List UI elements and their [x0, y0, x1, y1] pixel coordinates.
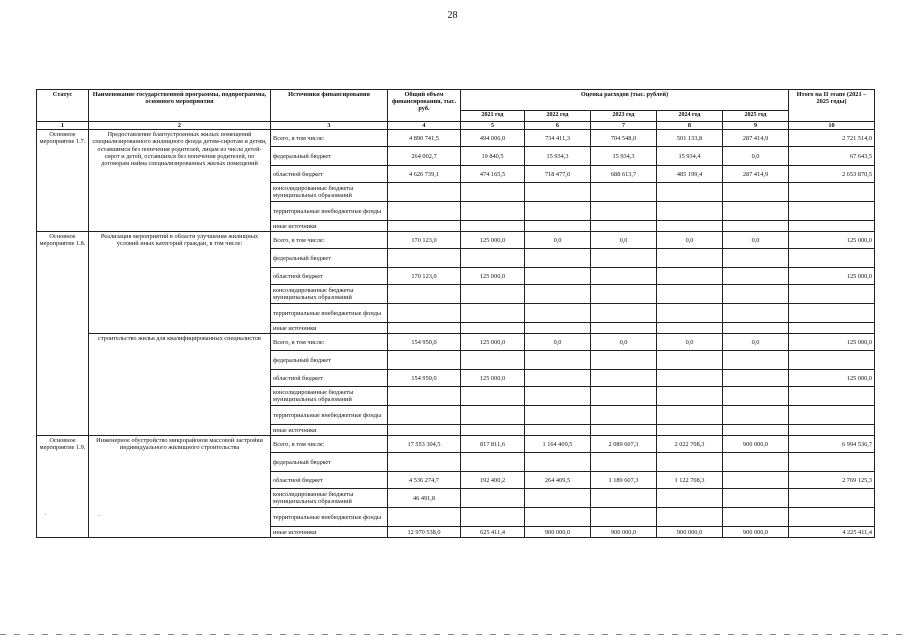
stage-total-cell: 125 000,0: [789, 232, 875, 249]
funding-source-cell: федеральный бюджет: [271, 453, 388, 472]
year-value-cell: 501 133,8: [657, 130, 723, 147]
header-year: 2025 год: [723, 111, 789, 122]
funding-source-cell: областной бюджет: [271, 370, 388, 387]
year-value-cell: [591, 323, 657, 334]
year-value-cell: [657, 268, 723, 285]
stage-total-cell: 67 643,5: [789, 147, 875, 166]
header-year: 2023 год: [591, 111, 657, 122]
year-value-cell: [591, 221, 657, 232]
year-value-cell: [657, 489, 723, 508]
year-value-cell: 900 000,0: [591, 527, 657, 538]
year-value-cell: 734 411,3: [525, 130, 591, 147]
year-value-cell: 0,0: [657, 232, 723, 249]
year-value-cell: 125 000,0: [461, 370, 525, 387]
year-value-cell: [525, 508, 591, 527]
year-value-cell: [525, 453, 591, 472]
column-number: 10: [789, 122, 875, 130]
year-value-cell: [591, 425, 657, 436]
year-value-cell: 2 089 607,3: [591, 436, 657, 453]
stage-total-cell: [789, 406, 875, 425]
year-value-cell: 1 189 607,3: [591, 472, 657, 489]
year-value-cell: [723, 472, 789, 489]
year-value-cell: [461, 406, 525, 425]
stage-total-cell: 125 000,0: [789, 370, 875, 387]
header-row: [37, 90, 875, 111]
stage-total-cell: 4 225 411,4: [789, 527, 875, 538]
header-cost-estimate: Оценка расходов (тыс. рублей): [461, 90, 789, 111]
year-value-cell: [461, 249, 525, 268]
year-value-cell: [723, 508, 789, 527]
year-value-cell: 0,0: [657, 334, 723, 351]
year-value-cell: [591, 453, 657, 472]
column-number: 9: [723, 122, 789, 130]
funding-source-cell: областной бюджет: [271, 268, 388, 285]
year-value-cell: [525, 183, 591, 202]
total-volume-cell: 170 123,0: [388, 232, 461, 249]
year-value-cell: [723, 304, 789, 323]
year-value-cell: [657, 221, 723, 232]
year-value-cell: 287 414,9: [723, 130, 789, 147]
header-status: Статус: [37, 90, 89, 122]
year-value-cell: [461, 285, 525, 304]
year-value-cell: 0,0: [591, 232, 657, 249]
total-volume-cell: [388, 202, 461, 221]
year-value-cell: 0,0: [723, 232, 789, 249]
stage-total-cell: [789, 221, 875, 232]
scan-mark: ·: [44, 511, 47, 519]
header-sources: Источники финансирования: [271, 90, 388, 122]
total-volume-cell: 154 950,0: [388, 334, 461, 351]
total-volume-cell: 170 123,0: [388, 268, 461, 285]
year-value-cell: [657, 285, 723, 304]
year-value-cell: [525, 370, 591, 387]
funding-source-cell: иные источники: [271, 323, 388, 334]
year-value-cell: [657, 370, 723, 387]
funding-source-cell: консолидированные бюджеты муниципальных образований: [271, 387, 388, 406]
scan-edge-rule: [0, 634, 905, 635]
funding-source-cell: иные источники: [271, 527, 388, 538]
column-number: 5: [461, 122, 525, 130]
year-value-cell: [591, 387, 657, 406]
year-value-cell: 0,0: [525, 232, 591, 249]
year-value-cell: [525, 351, 591, 370]
year-value-cell: [525, 268, 591, 285]
funding-source-cell: областной бюджет: [271, 166, 388, 183]
year-value-cell: 125 000,0: [461, 268, 525, 285]
year-value-cell: [723, 351, 789, 370]
year-value-cell: [461, 508, 525, 527]
year-value-cell: [591, 249, 657, 268]
stage-total-cell: [789, 183, 875, 202]
year-value-cell: [525, 249, 591, 268]
year-value-cell: [525, 285, 591, 304]
funding-source-cell: федеральный бюджет: [271, 249, 388, 268]
year-value-cell: [461, 425, 525, 436]
year-value-cell: 15 934,3: [591, 147, 657, 166]
year-value-cell: [657, 249, 723, 268]
year-value-cell: [525, 304, 591, 323]
year-value-cell: [723, 425, 789, 436]
year-value-cell: [723, 268, 789, 285]
column-number: 2: [89, 122, 271, 130]
column-number: 3: [271, 122, 388, 130]
year-value-cell: [723, 453, 789, 472]
year-value-cell: 900 000,0: [723, 527, 789, 538]
year-value-cell: [591, 304, 657, 323]
year-value-cell: [591, 183, 657, 202]
year-value-cell: [525, 202, 591, 221]
total-volume-cell: [388, 453, 461, 472]
funding-source-cell: консолидированные бюджеты муниципальных образований: [271, 183, 388, 202]
column-number: 4: [388, 122, 461, 130]
total-volume-cell: [388, 304, 461, 323]
status-cell: Основное мероприятие 1.9.: [37, 436, 89, 538]
column-number: 8: [657, 122, 723, 130]
funding-source-cell: Всего, в том числе:: [271, 334, 388, 351]
stage-total-cell: [789, 387, 875, 406]
year-value-cell: [723, 202, 789, 221]
total-volume-cell: 4 626 739,1: [388, 166, 461, 183]
total-volume-cell: [388, 406, 461, 425]
year-value-cell: 125 000,0: [461, 232, 525, 249]
year-value-cell: 718 477,0: [525, 166, 591, 183]
year-value-cell: 625 411,4: [461, 527, 525, 538]
year-value-cell: [525, 425, 591, 436]
year-value-cell: [525, 489, 591, 508]
year-value-cell: [591, 202, 657, 221]
year-value-cell: 264 409,5: [525, 472, 591, 489]
year-value-cell: [723, 183, 789, 202]
table-row: [37, 232, 875, 249]
stage-total-cell: [789, 323, 875, 334]
table-row: [37, 334, 875, 351]
header-year: 2021 год: [461, 111, 525, 122]
total-volume-cell: [388, 323, 461, 334]
financing-table: [36, 89, 875, 538]
year-value-cell: [657, 453, 723, 472]
year-value-cell: [657, 202, 723, 221]
total-volume-cell: [388, 425, 461, 436]
funding-source-cell: областной бюджет: [271, 472, 388, 489]
funding-source-cell: Всего, в том числе:: [271, 436, 388, 453]
total-volume-cell: 17 553 304,5: [388, 436, 461, 453]
year-value-cell: [657, 351, 723, 370]
total-volume-cell: 264 002,7: [388, 147, 461, 166]
year-value-cell: 485 199,4: [657, 166, 723, 183]
table-row: [37, 436, 875, 453]
stage-total-cell: [789, 285, 875, 304]
year-value-cell: [525, 406, 591, 425]
year-value-cell: 0,0: [525, 334, 591, 351]
stage-total-cell: 2 769 125,3: [789, 472, 875, 489]
total-volume-cell: [388, 351, 461, 370]
year-value-cell: [723, 323, 789, 334]
column-number: 1: [37, 122, 89, 130]
year-value-cell: [657, 425, 723, 436]
year-value-cell: 474 165,5: [461, 166, 525, 183]
year-value-cell: 0,0: [723, 334, 789, 351]
column-numbers-row: [37, 122, 875, 130]
stage-total-cell: 6 994 536,7: [789, 436, 875, 453]
table-row: [37, 130, 875, 147]
header-program-name: Наименование государственной программы, подпрограммы, основного мероприятия: [89, 90, 271, 122]
total-volume-cell: 46 491,8: [388, 489, 461, 508]
funding-source-cell: территориальные внебюджетные фонды: [271, 508, 388, 527]
total-volume-cell: 12 970 538,0: [388, 527, 461, 538]
funding-source-cell: консолидированные бюджеты муниципальных образований: [271, 285, 388, 304]
year-value-cell: [723, 221, 789, 232]
year-value-cell: 494 006,0: [461, 130, 525, 147]
year-value-cell: [723, 489, 789, 508]
status-cell: Основное мероприятие 1.8.: [37, 232, 89, 436]
year-value-cell: 900 000,0: [657, 527, 723, 538]
stage-total-cell: [789, 351, 875, 370]
total-volume-cell: 4 536 274,7: [388, 472, 461, 489]
year-value-cell: [723, 370, 789, 387]
year-value-cell: [461, 351, 525, 370]
funding-source-cell: иные источники: [271, 425, 388, 436]
year-value-cell: [461, 453, 525, 472]
header-stage-total: Итого на II этапе (2021 – 2025 годы): [789, 90, 875, 122]
year-value-cell: [591, 406, 657, 425]
total-volume-cell: [388, 249, 461, 268]
year-value-cell: [657, 406, 723, 425]
column-number: 6: [525, 122, 591, 130]
year-value-cell: [591, 489, 657, 508]
year-value-cell: 15 934,3: [525, 147, 591, 166]
year-value-cell: 817 811,6: [461, 436, 525, 453]
year-value-cell: 287 414,9: [723, 166, 789, 183]
year-value-cell: 0,0: [591, 334, 657, 351]
year-value-cell: [723, 249, 789, 268]
stage-total-cell: [789, 453, 875, 472]
year-value-cell: 125 000,0: [461, 334, 525, 351]
year-value-cell: 900 000,0: [723, 436, 789, 453]
year-value-cell: [525, 221, 591, 232]
year-value-cell: [591, 508, 657, 527]
year-value-cell: [723, 387, 789, 406]
total-volume-cell: [388, 221, 461, 232]
year-value-cell: [591, 370, 657, 387]
stage-total-cell: [789, 489, 875, 508]
year-value-cell: [657, 508, 723, 527]
year-value-cell: 0,0: [723, 147, 789, 166]
header-total-volume: Общий объем финансирования, тыс. руб.: [388, 90, 461, 122]
year-value-cell: 192 400,2: [461, 472, 525, 489]
page-number: 28: [447, 10, 458, 21]
year-value-cell: [657, 304, 723, 323]
year-value-cell: [461, 387, 525, 406]
year-value-cell: [657, 183, 723, 202]
funding-source-cell: федеральный бюджет: [271, 147, 388, 166]
year-value-cell: [591, 268, 657, 285]
stage-total-cell: 2 721 514,0: [789, 130, 875, 147]
total-volume-cell: [388, 387, 461, 406]
year-value-cell: 1 164 409,5: [525, 436, 591, 453]
funding-source-cell: иные источники: [271, 221, 388, 232]
year-value-cell: 15 934,4: [657, 147, 723, 166]
year-value-cell: [723, 285, 789, 304]
year-value-cell: 704 548,0: [591, 130, 657, 147]
program-name-cell: Инженерное обустройство микрорайонов массовой застройки индивидуального жилищного строительства: [89, 436, 271, 538]
total-volume-cell: 4 890 741,5: [388, 130, 461, 147]
year-value-cell: [525, 323, 591, 334]
year-value-cell: [461, 304, 525, 323]
stage-total-cell: [789, 304, 875, 323]
funding-source-cell: консолидированные бюджеты муниципальных образований: [271, 489, 388, 508]
stage-total-cell: [789, 425, 875, 436]
total-volume-cell: [388, 285, 461, 304]
total-volume-cell: [388, 183, 461, 202]
stage-total-cell: [789, 202, 875, 221]
stage-total-cell: 2 653 870,5: [789, 166, 875, 183]
funding-source-cell: федеральный бюджет: [271, 351, 388, 370]
year-value-cell: [723, 406, 789, 425]
year-value-cell: [461, 183, 525, 202]
header-year: 2022 год: [525, 111, 591, 122]
program-name-cell: Реализация мероприятий в области улучшения жилищных условий иных категорий граждан, в том числе:: [89, 232, 271, 334]
column-number: 7: [591, 122, 657, 130]
funding-source-cell: территориальные внебюджетные фонды: [271, 304, 388, 323]
year-value-cell: [591, 285, 657, 304]
program-name-cell: строительство жилья для квалифицированных специалистов: [89, 334, 271, 436]
total-volume-cell: 154 950,0: [388, 370, 461, 387]
stage-total-cell: [789, 249, 875, 268]
funding-source-cell: Всего, в том числе:: [271, 130, 388, 147]
year-value-cell: [461, 202, 525, 221]
year-value-cell: 900 000,0: [525, 527, 591, 538]
stage-total-cell: 125 000,0: [789, 334, 875, 351]
funding-source-cell: территориальные внебюджетные фонды: [271, 202, 388, 221]
year-value-cell: [461, 489, 525, 508]
program-name-cell: Предоставление благоустроенных жилых помещений специализированного жилищного фонда детям-сиротам и детям, оставшимся без попечения родителей, лицам из числа детей-сирот и детей, оставшихся без попечения родителей, по договорам найма специализированных жилых помещений: [89, 130, 271, 232]
total-volume-cell: [388, 508, 461, 527]
year-value-cell: 688 613,7: [591, 166, 657, 183]
year-value-cell: 19 840,5: [461, 147, 525, 166]
header-year: 2024 год: [657, 111, 723, 122]
year-value-cell: [591, 351, 657, 370]
year-value-cell: 1 122 708,3: [657, 472, 723, 489]
status-cell: Основное мероприятие 1.7.: [37, 130, 89, 232]
year-value-cell: [657, 323, 723, 334]
year-value-cell: [657, 387, 723, 406]
stage-total-cell: 125 000,0: [789, 268, 875, 285]
year-value-cell: [525, 387, 591, 406]
year-value-cell: 2 022 708,3: [657, 436, 723, 453]
funding-source-cell: территориальные внебюджетные фонды: [271, 406, 388, 425]
year-value-cell: [461, 221, 525, 232]
funding-source-cell: Всего, в том числе:: [271, 232, 388, 249]
year-value-cell: [461, 323, 525, 334]
table-body: [37, 130, 875, 538]
scan-mark: ·: [98, 512, 101, 520]
stage-total-cell: [789, 508, 875, 527]
